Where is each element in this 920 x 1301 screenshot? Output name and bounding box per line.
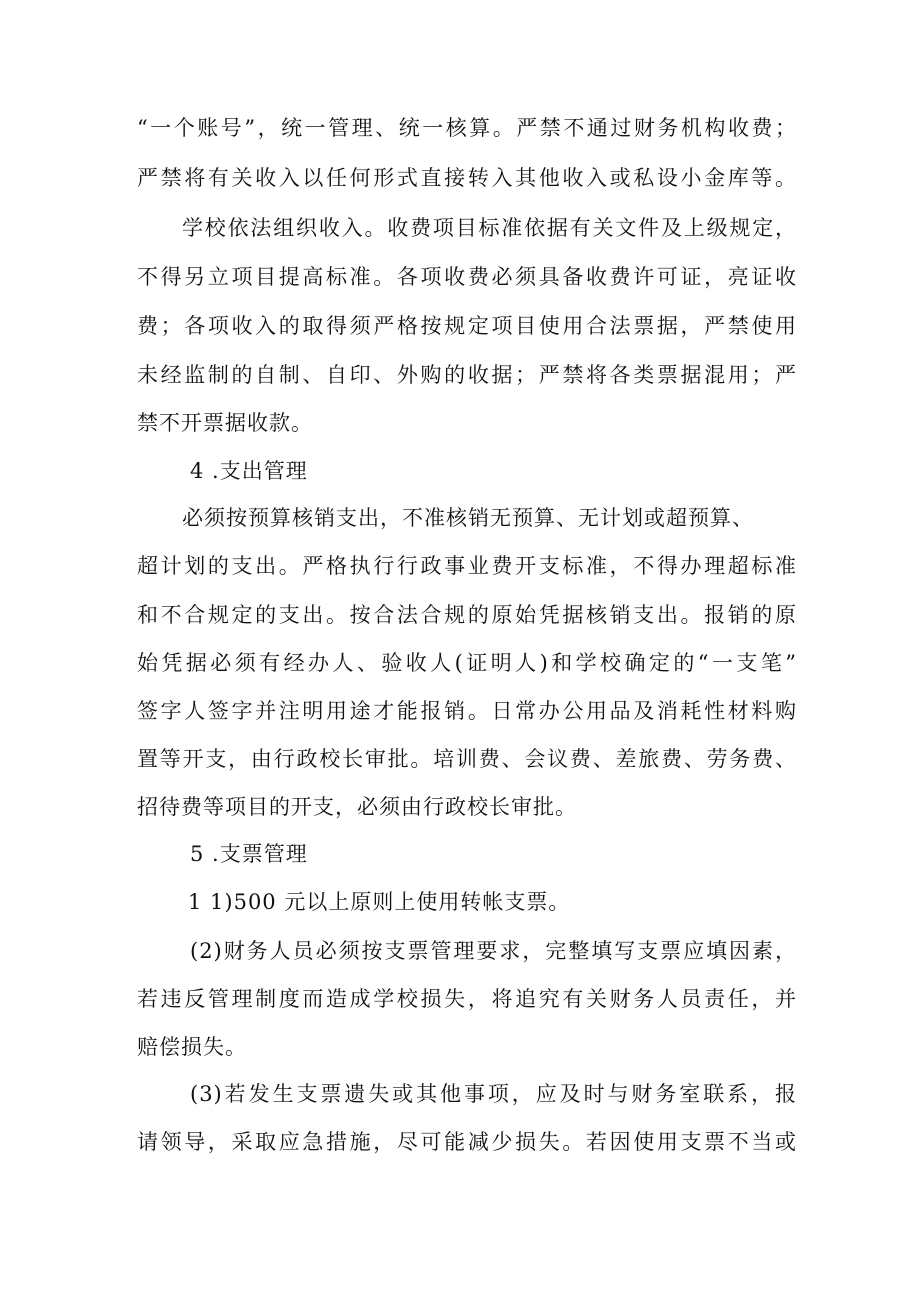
text-line-22: 请领导，采取应急措施，尽可能减少损失。若因使用支票不当或: [137, 1130, 797, 1154]
text-line-4: 不得另立项目提高标准。各项收费必须具备收费许可证，亮证收: [137, 265, 797, 289]
text-line-20: 赔偿损失。: [137, 1035, 247, 1059]
text-line-11: 和不合规定的支出。按合法合规的原始凭据核销支出。报销的原: [137, 603, 797, 627]
text-line-12: 始凭据必须有经办人、验收人(证明人)和学校确定的“一支笔”: [137, 651, 797, 675]
text-line-15: 招待费等项目的开支，必须由行政校长审批。: [137, 795, 577, 819]
text-line-21: (3)若发生支票遗失或其他事项，应及时与财务室联系，报: [190, 1082, 797, 1106]
text-line-7: 禁不开票据收款。: [137, 411, 313, 435]
text-line-6: 未经监制的自制、自印、外购的收据；严禁将各类票据混用；严: [137, 363, 797, 387]
text-line-5: 费；各项收入的取得须严格按规定项目使用合法票据，严禁使用: [137, 314, 797, 338]
text-line-18: (2)财务人员必须按支票管理要求，完整填写支票应填因素，: [190, 939, 797, 963]
section-heading-5: 5 .支票管理: [190, 842, 308, 866]
text-line-13: 签字人签字并注明用途才能报销。日常办公用品及消耗性材料购: [137, 699, 797, 723]
text-line-3: 学校依法组织收入。收费项目标准依据有关文件及上级规定，: [182, 216, 797, 240]
text-line-9: 必须按预算核销支出，不准核销无预算、无计划或超预算、: [182, 506, 754, 530]
section-heading-4: 4 .支出管理: [190, 459, 308, 483]
text-line-2: 严禁将有关收入以任何形式直接转入其他收入或私设小金库等。: [137, 166, 797, 190]
text-line-17: 1 1)500 元以上原则上使用转帐支票。: [188, 890, 571, 914]
text-line-10: 超计划的支出。严格执行行政事业费开支标准，不得办理超标准: [137, 554, 797, 578]
text-line-19: 若违反管理制度而造成学校损失，将追究有关财务人员责任，并: [137, 987, 797, 1011]
text-line-14: 置等开支，由行政校长审批。培训费、会议费、差旅费、劳务费、: [137, 747, 797, 771]
text-line-1: “一个账号”，统一管理、统一核算。严禁不通过财务机构收费；: [137, 116, 797, 140]
